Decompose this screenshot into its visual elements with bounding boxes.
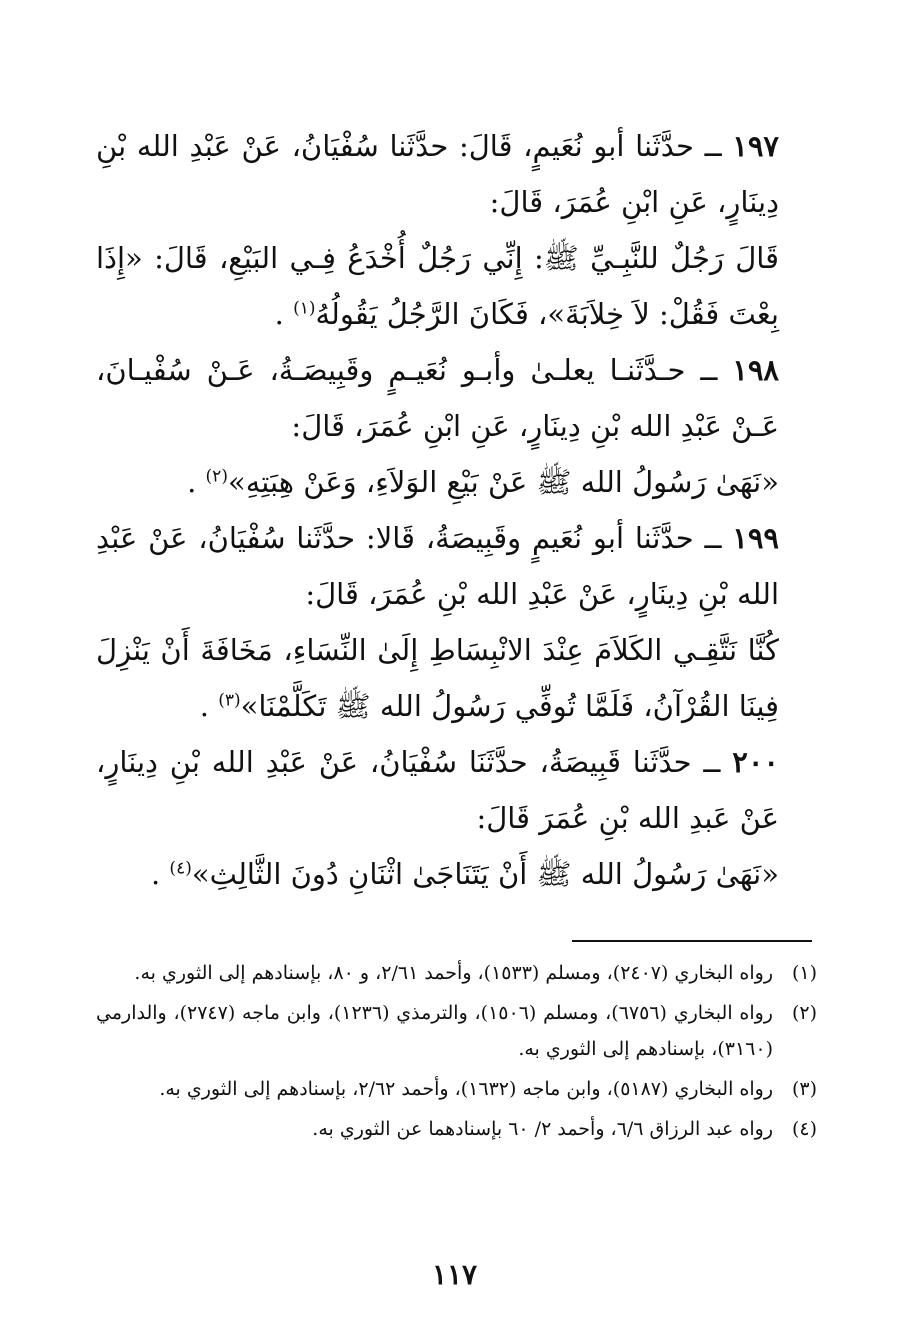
footnote-3	[96, 1071, 817, 1107]
footnote-number: (٤)	[791, 1118, 817, 1140]
matn-text: «نَهَىٰ رَسُولُ الله ﷺ عَنْ بَيْعِ الوَلاَءِ، وَعَنْ هِبَتِهِ»	[227, 465, 779, 499]
footnote-marker: (٢)	[205, 466, 228, 487]
hadith-isnad	[96, 734, 817, 846]
sentence-end: .	[150, 857, 170, 891]
hadith-198	[96, 342, 817, 510]
main-text	[96, 118, 817, 902]
hadith-number: ١٩٩	[732, 521, 779, 555]
footnote-text: رواه البخاري (٢٤٠٧)، ومسلم (١٥٣٣)، وأحمد ٢/٦١، و ٨٠، بإسنادهم إلى الثوري به.	[134, 962, 773, 984]
footnote-separator	[572, 940, 812, 942]
sentence-end: .	[187, 465, 206, 499]
footnote-text: رواه البخاري (٥١٨٧)، وابن ماجه (١٦٣٢)، وأحمد ٢/٦٢، بإسنادهم إلى الثوري به.	[159, 1078, 773, 1100]
isnad-text: ــ حـدَّثَنـا يعلـىٰ وأبـو نُعَيـمٍ وقَبِيصَـةُ، عَـنْ سُفْيـانَ، عَـنْ عَبْدِ الله بْنِ دِينَارٍ، عَنِ ابْنِ عُمَرَ، قَالَ:	[96, 353, 779, 443]
footnotes	[96, 955, 817, 1151]
sentence-end: .	[199, 689, 219, 723]
hadith-number: ١٩٨	[732, 353, 780, 387]
footnote-2	[96, 995, 817, 1067]
footnote-marker: (١)	[293, 298, 316, 319]
hadith-197	[96, 118, 817, 342]
footnote-number: (١)	[791, 962, 817, 984]
sentence-end: .	[274, 297, 294, 331]
footnote-text: رواه البخاري (٦٧٥٦)، ومسلم (١٥٠٦)، والترمذي (١٢٣٦)، وابن ماجه (٢٧٤٧)، والدارمي (٣١٦٠)، بإسنادهم إلى الثوري به.	[96, 1002, 773, 1060]
footnote-number: (٣)	[791, 1078, 817, 1100]
matn-text: قَالَ رَجُلٌ للنَّبِـيِّ ﷺ: إِنِّي رَجُلٌ أُخْدَعُ فِـي البَيْعِ، قَالَ: «إِذَا بِعْتَ فَقُلْ: لاَ خِلاَبَةَ»، فَكَانَ الرَّجُلُ يَقُولُهُ	[96, 241, 779, 331]
hadith-isnad	[96, 510, 817, 622]
hadith-matn	[96, 846, 817, 902]
hadith-matn	[96, 230, 817, 342]
footnote-text: رواه عبد الرزاق ٦/٦، وأحمد ٢/ ٦٠ بإسنادهما عن الثوري به.	[312, 1118, 773, 1140]
hadith-matn	[96, 454, 817, 510]
footnote-1	[96, 955, 817, 991]
hadith-200	[96, 734, 817, 902]
isnad-text: ــ حدَّثَنا أبو نُعَيمٍ، قَالَ: حدَّثَنا سُفْيَانُ، عَنْ عَبْدِ الله بْنِ دِينَارٍ، عَنِ ابْنِ عُمَرَ، قَالَ:	[96, 129, 779, 219]
matn-text: كُنَّا نَتَّقِـي الكَلاَمَ عِنْدَ الانْبِسَاطِ إِلَىٰ النِّسَاءِ، مَخَافَةَ أَنْ يَنْزِلَ فِينَا القُرْآنُ، فَلَمَّا تُوفِّي رَسُولُ الله ﷺ تَكَلَّمْنَا»	[96, 633, 779, 723]
footnote-number: (٢)	[791, 1002, 817, 1024]
footnote-marker: (٤)	[169, 858, 192, 879]
footnote-4	[96, 1111, 817, 1147]
isnad-text: ــ حدَّثَنا قَبِيصَةُ، حدَّثَنَا سُفْيَانُ، عَنْ عَبْدِ الله بْنِ دِينَارٍ، عَنْ عَبدِ الله بْنِ عُمَرَ قَالَ:	[96, 745, 779, 835]
hadith-number: ٢٠٠	[732, 745, 779, 779]
hadith-matn	[96, 622, 817, 734]
hadith-199	[96, 510, 817, 734]
hadith-isnad	[96, 118, 817, 230]
footnote-marker: (٣)	[218, 690, 241, 711]
matn-text: «نَهَىٰ رَسُولُ الله ﷺ أَنْ يَتَنَاجَىٰ اثْنَانِ دُونَ الثَّالِثِ»	[191, 857, 779, 891]
isnad-text: ــ حدَّثَنا أبو نُعَيمٍ وقَبِيصَةُ، قَالا: حدَّثَنا سُفْيَانُ، عَنْ عَبْدِ الله بْنِ دِينَارٍ، عَنْ عَبْدِ الله بْنِ عُمَرَ، قَالَ:	[96, 521, 779, 611]
hadith-isnad	[96, 342, 817, 454]
hadith-number: ١٩٧	[732, 129, 780, 163]
page-number: ١١٧	[431, 1258, 478, 1291]
